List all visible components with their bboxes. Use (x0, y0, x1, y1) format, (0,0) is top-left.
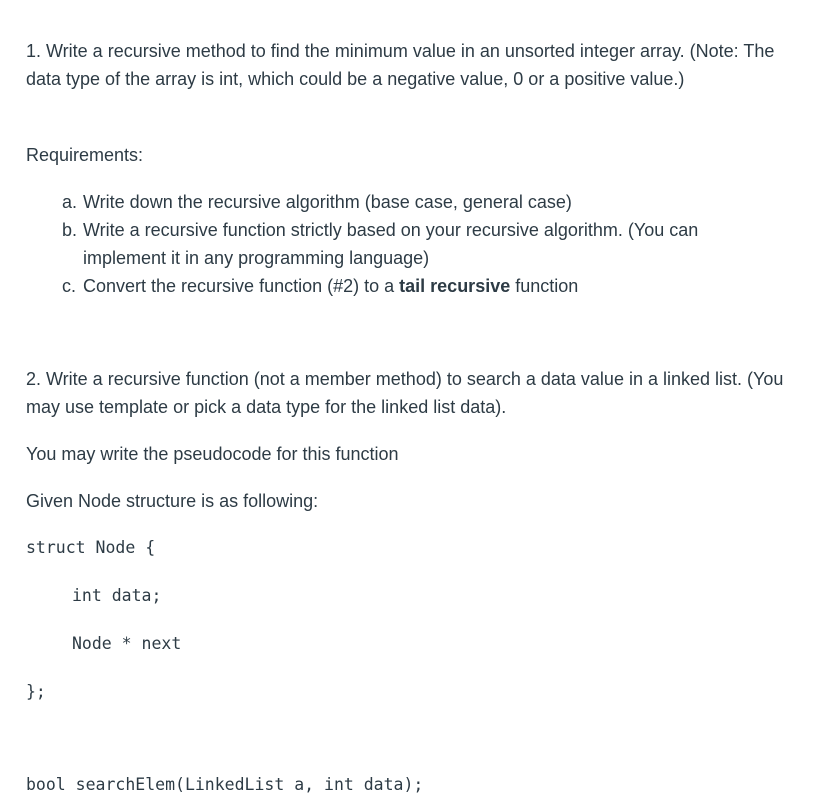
question-1-text: 1. Write a recursive method to find the minimum value in an unsorted integer array. (Note: The data type of the array is int, which could be a negative value, 0 or a positive value.) (26, 41, 775, 89)
requirement-text-before: Convert the recursive function (#2) to a (83, 276, 400, 296)
requirement-text-after: function (510, 276, 579, 296)
list-marker: c. (62, 276, 77, 296)
list-marker: a. (62, 192, 78, 212)
list-marker: b. (62, 220, 78, 240)
code-function-signature: bool searchElem(LinkedList a, int data); (26, 775, 424, 794)
requirement-text (83, 272, 578, 300)
requirement-item-c (62, 272, 762, 300)
requirement-item-b (62, 216, 762, 272)
question-2-text: 2. Write a recursive function (not a member method) to search a data value in a linked list. (You may use template or pick a data type for the linked list data). (26, 369, 784, 417)
code-struct-close: }; (26, 682, 46, 701)
pseudocode-note: You may write the pseudocode for this function (26, 444, 399, 464)
requirement-text: Write a recursive function strictly based on your recursive algorithm. (You can implement it in any programming language) (83, 220, 699, 268)
requirements-label: Requirements: (26, 145, 144, 165)
requirement-text: Write down the recursive algorithm (base case, general case) (83, 192, 572, 212)
requirements-list (62, 188, 762, 300)
requirement-item-a (62, 188, 762, 216)
code-struct-open: struct Node { (26, 538, 156, 557)
node-structure-note: Given Node structure is as following: (26, 491, 319, 511)
code-next-field: Node * next (72, 634, 182, 653)
code-data-field: int data; (72, 586, 162, 605)
tail-recursive-emphasis: tail recursive (399, 276, 511, 296)
